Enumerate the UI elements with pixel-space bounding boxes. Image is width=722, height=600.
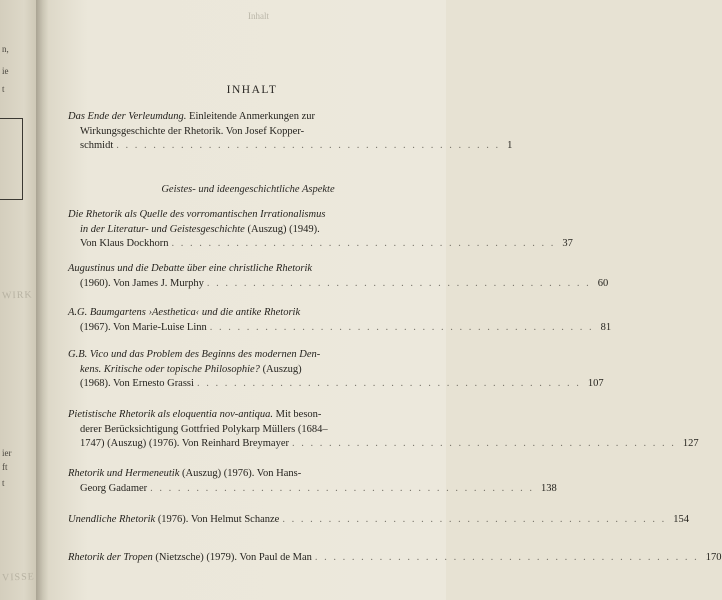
left-fragment: ier	[2, 448, 12, 458]
leader-dots: . . . . . . . . . . . . . . . . . . . . . . . . . . . . . . . . . . . . . . . . . .	[206, 277, 591, 289]
toc-entry	[68, 408, 699, 452]
left-fragment: n,	[2, 44, 9, 54]
previous-page-edge	[0, 0, 40, 600]
page-number: 37	[562, 238, 573, 249]
page-number: 170	[705, 552, 722, 563]
toc-entry-text: (1960). Von James J. Murphy	[80, 277, 204, 289]
toc-entry-text: Georg Gadamer	[80, 482, 148, 494]
show-through-text: VISSE	[1, 571, 35, 584]
page-number: 127	[682, 438, 699, 449]
leader-dots: . . . . . . . . . . . . . . . . . . . . . . . . . . . . . . . . . . . . . . . . . .	[171, 238, 556, 249]
page-number: 81	[600, 321, 612, 333]
show-through-text: WIRK	[1, 289, 33, 302]
toc-entry	[68, 348, 604, 392]
toc-entry-text: (1968). Von Ernesto Grassi	[80, 378, 194, 389]
toc-entry-line: Rhetorik und Hermeneutik (Auszug) (1976). Von Hans-	[68, 468, 302, 479]
toc-entry-last-line	[68, 237, 573, 252]
toc-entry-line: Wirkungsgeschichte der Rhetorik. Von Josef Kopper-	[80, 125, 305, 137]
toc-entry-line: Das Ende der Verleumdung. Einleitende Anmerkungen zur	[68, 111, 315, 122]
left-fragment: ie	[2, 66, 9, 76]
left-fragment: ft	[2, 462, 8, 472]
toc-entry-line: Augustinus und die Debatte über eine christliche Rhetorik	[68, 263, 313, 274]
leader-dots: . . . . . . . . . . . . . . . . . . . . . . . . . . . . . . . . . . . . . . . . . .	[314, 552, 699, 563]
toc-entry-line: G.B. Vico und das Problem des Beginns des modernen Den-	[68, 349, 321, 360]
left-fragment: t	[2, 84, 5, 94]
toc-entry-last-line	[68, 377, 604, 392]
toc-entry-last-line	[68, 321, 612, 336]
leader-dots: . . . . . . . . . . . . . . . . . . . . . . . . . . . . . . . . . . . . . . . . . .	[292, 438, 676, 449]
toc-entry-line: Pietistische Rhetorik als eloquentia nov-antiqua. Mit beson-	[68, 409, 322, 420]
toc-entry-line: derer Berücksichtigung Gottfried Polykarp Müllers (1684–	[80, 423, 328, 435]
page-number: 138	[541, 482, 557, 494]
toc-entry-text: Von Klaus Dockhorn	[80, 238, 169, 249]
toc-entry-text: schmidt	[80, 140, 114, 151]
toc-entry	[68, 208, 573, 252]
page-number: 107	[587, 378, 604, 389]
toc-entry-last-line	[68, 139, 513, 154]
page-number: 1	[507, 140, 513, 151]
toc-entry	[68, 467, 557, 496]
leader-dots: . . . . . . . . . . . . . . . . . . . . . . . . . . . . . . . . . . . . . . . . . .	[150, 482, 535, 494]
toc-entry-last-line	[68, 482, 557, 497]
leader-dots: . . . . . . . . . . . . . . . . . . . . . . . . . . . . . . . . . . . . . . . . . .	[116, 140, 501, 151]
previous-page-frame	[0, 118, 23, 200]
leader-dots: . . . . . . . . . . . . . . . . . . . . . . . . . . . . . . . . . . . . . . . . . .	[196, 378, 581, 389]
toc-entry-last-line	[68, 551, 722, 566]
toc-entry-line: A.G. Baumgartens ›Aesthetica‹ und die antike Rhetorik	[68, 307, 301, 318]
toc-entry-text: Rhetorik der Tropen (Nietzsche) (1979). Von Paul de Man	[68, 552, 312, 563]
toc-entry-line: Die Rhetorik als Quelle des vorromantischen Irrationalismus	[68, 209, 326, 220]
leader-dots: . . . . . . . . . . . . . . . . . . . . . . . . . . . . . . . . . . . . . . . . . .	[209, 321, 594, 333]
toc-entry-text: Unendliche Rhetorik (1976). Von Helmut Schanze	[68, 514, 280, 525]
page-number: 60	[597, 277, 609, 289]
toc-entry-line: in der Literatur- und Geistesgeschichte (Auszug) (1949).	[80, 223, 320, 235]
toc-entry-text: (1967). Von Marie-Luise Linn	[80, 321, 207, 333]
header-fragment: Inhalt	[248, 11, 269, 21]
toc-entry	[68, 110, 513, 154]
contents-page	[48, 0, 722, 600]
toc-entry	[68, 306, 612, 335]
toc-entry	[68, 513, 689, 528]
toc-entry-line: kens. Kritische oder topische Philosophie? (Auszug)	[80, 363, 302, 375]
page-number: 154	[673, 514, 689, 525]
section-heading: Geistes- und ideengeschichtliche Aspekte	[161, 184, 335, 195]
toc-entry	[68, 262, 609, 291]
toc-entry-last-line	[68, 513, 689, 528]
toc-entry	[68, 551, 722, 566]
toc-entry-text: 1747) (Auszug) (1976). Von Reinhard Breymayer	[80, 438, 289, 449]
toc-entry-last-line	[68, 437, 699, 452]
toc-entry-last-line	[68, 277, 609, 292]
left-fragment: t	[2, 478, 5, 488]
leader-dots: . . . . . . . . . . . . . . . . . . . . . . . . . . . . . . . . . . . . . . . . . .	[282, 514, 667, 525]
page-title: INHALT	[226, 84, 278, 96]
